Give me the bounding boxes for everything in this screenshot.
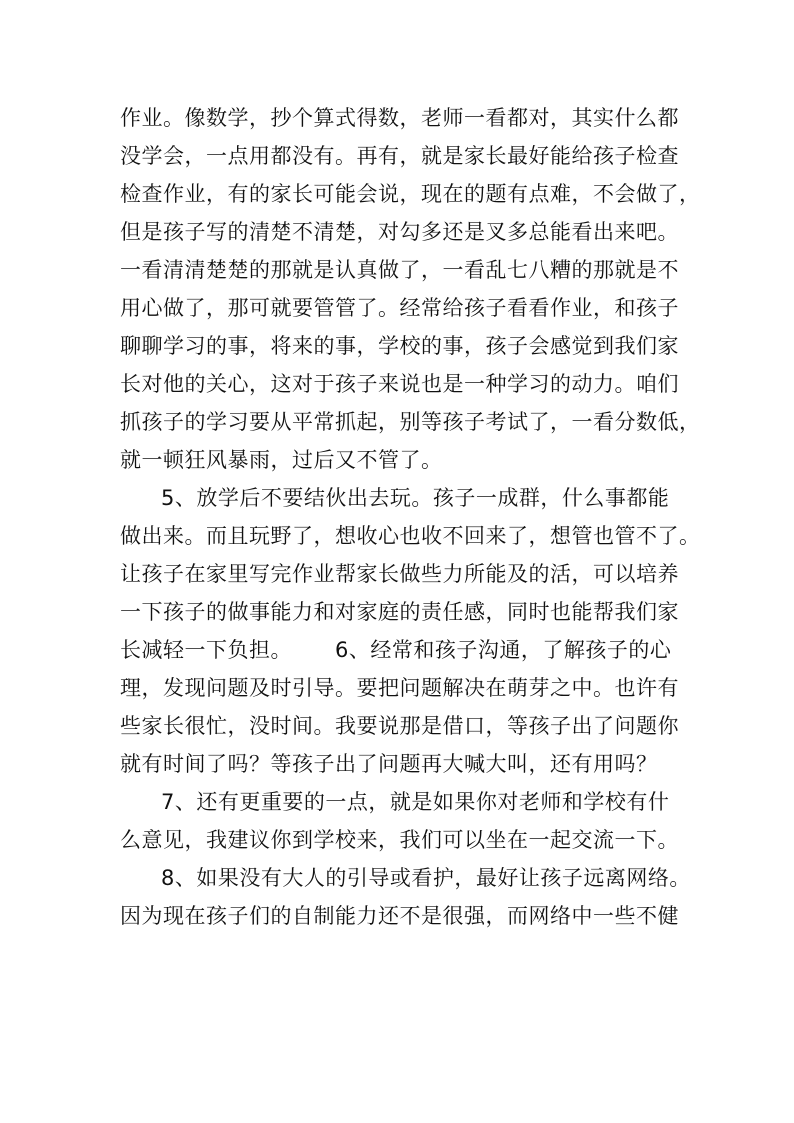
text-line: 一看清清楚楚的那就是认真做了，一看乱七八糟的那就是不 bbox=[120, 258, 679, 282]
text-line: 检查作业，有的家长可能会说，现在的题有点难，不会做了， bbox=[120, 182, 701, 206]
text-line: 么意见，我建议你到学校来，我们可以坐在一起交流一下。 bbox=[120, 828, 679, 852]
text-line: 但是孩子写的清楚不清楚，对勾多还是叉多总能看出来吧。 bbox=[120, 220, 679, 244]
text-line: 抓孩子的学习要从平常抓起，别等孩子考试了，一看分数低， bbox=[120, 410, 701, 434]
text-line: 没学会，一点用都没有。再有，就是家长最好能给孩子检查 bbox=[120, 144, 679, 168]
text-line: 聊聊学习的事，将来的事，学校的事，孩子会感觉到我们家 bbox=[120, 334, 679, 358]
text-line: 长对他的关心，这对于孩子来说也是一种学习的动力。咱们 bbox=[120, 372, 679, 396]
text-line: 就有时间了吗？等孩子出了问题再大喊大叫，还有用吗？ bbox=[120, 752, 658, 776]
text-line: 做出来。而且玩野了，想收心也收不回来了，想管也管不了。 bbox=[120, 524, 701, 548]
text-line: 就一顿狂风暴雨，过后又不管了。 bbox=[120, 448, 443, 472]
paragraph-start-line: 7、还有更重要的一点，就是如果你对老师和学校有什 bbox=[161, 790, 670, 814]
text-line: 长减轻一下负担。 6、经常和孩子沟通，了解孩子的心 bbox=[120, 638, 672, 662]
text-line: 让孩子在家里写完作业帮家长做些力所能及的活，可以培养 bbox=[120, 562, 679, 586]
text-line: 用心做了，那可就要管管了。经常给孩子看看作业，和孩子 bbox=[120, 296, 679, 320]
paragraph-start-line: 8、如果没有大人的引导或看护，最好让孩子远离网络。 bbox=[161, 866, 691, 890]
paragraph-start-line: 5、放学后不要结伙出去玩。孩子一成群，什么事都能 bbox=[161, 486, 670, 510]
text-line: 因为现在孩子们的自制能力还不是很强，而网络中一些不健 bbox=[120, 904, 679, 928]
text-line: 些家长很忙，没时间。我要说那是借口，等孩子出了问题你 bbox=[120, 714, 679, 738]
text-line: 一下孩子的做事能力和对家庭的责任感，同时也能帮我们家 bbox=[120, 600, 679, 624]
text-line: 理，发现问题及时引导。要把问题解决在萌芽之中。也许有 bbox=[120, 676, 679, 700]
text-line: 作业。像数学，抄个算式得数，老师一看都对，其实什么都 bbox=[120, 106, 679, 130]
